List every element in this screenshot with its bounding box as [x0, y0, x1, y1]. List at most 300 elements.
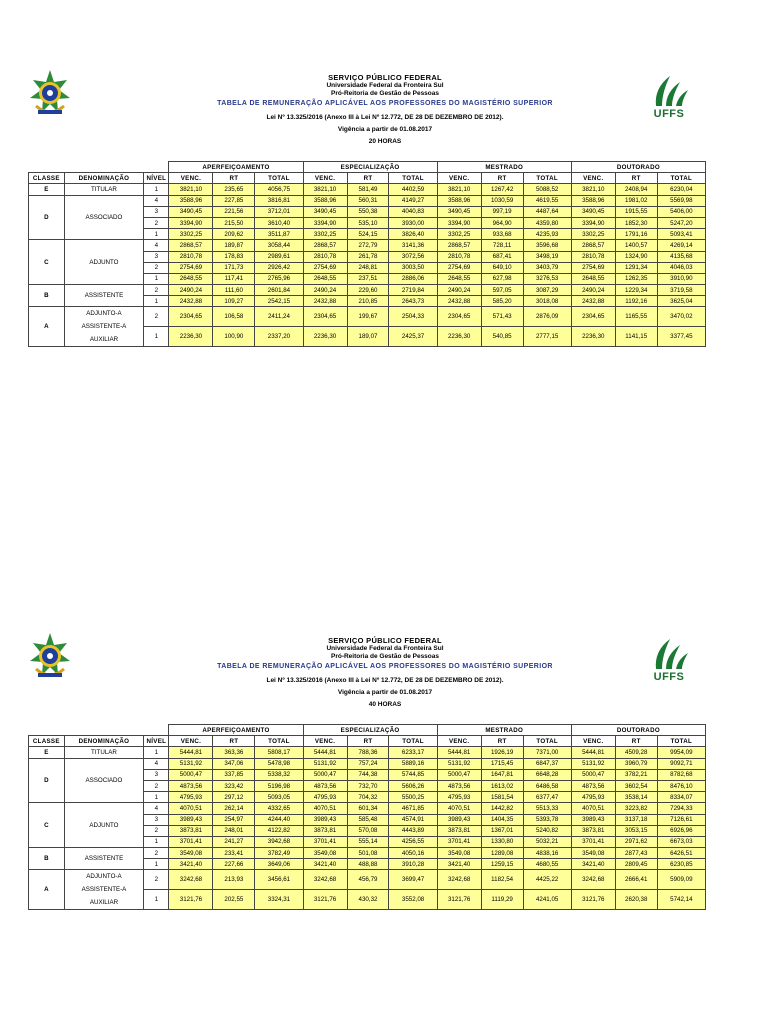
value-cell: 430,32 — [347, 890, 389, 910]
header-pro-rectory: Pró-Reitoria de Gestão de Pessoas — [330, 653, 439, 660]
value-cell: 2754,69 — [571, 262, 615, 273]
value-cell: 649,10 — [481, 262, 523, 273]
value-cell: 3602,54 — [615, 780, 657, 791]
classe-cell: B — [29, 285, 65, 307]
group-header-row — [29, 725, 706, 736]
value-cell: 5444,81 — [169, 747, 213, 758]
value-cell: 2809,45 — [615, 859, 657, 870]
table-row — [29, 803, 706, 814]
value-cell: 3821,10 — [169, 184, 213, 195]
value-cell: 1030,59 — [481, 195, 523, 206]
value-cell: 3989,43 — [169, 814, 213, 825]
value-cell: 3470,02 — [657, 307, 705, 327]
value-cell: 6648,28 — [523, 769, 571, 780]
value-cell: 2765,96 — [255, 273, 303, 284]
value-cell: 3377,45 — [657, 327, 705, 347]
value-cell: 788,36 — [347, 747, 389, 758]
value-cell: 5000,47 — [571, 769, 615, 780]
denominacao-header: DENOMINAÇÃO — [64, 736, 144, 747]
nivel-cell: 2 — [144, 217, 169, 228]
value-cell: 4795,93 — [437, 792, 481, 803]
value-cell: 704,32 — [347, 792, 389, 803]
nivel-cell: 1 — [144, 273, 169, 284]
value-cell: 3989,43 — [437, 814, 481, 825]
value-cell: 4070,51 — [169, 803, 213, 814]
value-cell: 3549,08 — [571, 848, 615, 859]
value-cell: 3910,90 — [657, 273, 705, 284]
value-cell: 964,90 — [481, 217, 523, 228]
value-cell: 5406,00 — [657, 206, 705, 217]
value-cell: 4487,64 — [523, 206, 571, 217]
value-cell: 254,97 — [213, 814, 255, 825]
value-cell: 3588,96 — [169, 195, 213, 206]
value-cell: 601,34 — [347, 803, 389, 814]
law-reference: Lei Nº 13.325/2016 (Anexo III à Lei Nº 12.772, DE 28 DE DEZEMBRO DE 2012). — [266, 114, 504, 121]
value-cell: 3989,43 — [571, 814, 615, 825]
value-cell: 3873,81 — [571, 825, 615, 836]
value-cell: 5393,78 — [523, 814, 571, 825]
value-cell: 3421,40 — [169, 859, 213, 870]
value-cell: 3826,40 — [389, 229, 437, 240]
nivel-header: NÍVEL — [144, 173, 169, 184]
value-cell: 2601,84 — [255, 285, 303, 296]
group-header: DOUTORADO — [571, 162, 705, 173]
value-cell: 7294,33 — [657, 803, 705, 814]
sub-header: VENC. — [169, 173, 213, 184]
nivel-cell: 1 — [144, 859, 169, 870]
value-cell: 3121,76 — [437, 890, 481, 910]
value-cell: 1926,19 — [481, 747, 523, 758]
value-cell: 5478,98 — [255, 758, 303, 769]
value-cell: 2337,20 — [255, 327, 303, 347]
nivel-cell: 1 — [144, 890, 169, 910]
value-cell: 6673,03 — [657, 836, 705, 847]
sub-header: VENC. — [169, 736, 213, 747]
value-cell: 4256,55 — [389, 836, 437, 847]
sub-header: TOTAL — [389, 173, 437, 184]
denominacao-line: ASSISTENTE-A — [81, 886, 127, 894]
value-cell: 3302,25 — [303, 229, 347, 240]
value-cell: 3588,96 — [437, 195, 481, 206]
sub-header: TOTAL — [523, 736, 571, 747]
value-cell: 3549,08 — [437, 848, 481, 859]
value-cell: 4680,55 — [523, 859, 571, 870]
value-cell: 3490,45 — [437, 206, 481, 217]
value-cell: 227,85 — [213, 195, 255, 206]
sub-header: VENC. — [303, 173, 347, 184]
denominacao-cell — [64, 285, 144, 307]
value-cell: 3942,68 — [255, 836, 303, 847]
sub-header: RT — [481, 736, 523, 747]
value-cell: 189,87 — [213, 240, 255, 251]
value-cell: 560,31 — [347, 195, 389, 206]
value-cell: 597,05 — [481, 285, 523, 296]
value-cell: 3137,18 — [615, 814, 657, 825]
value-cell: 2876,09 — [523, 307, 571, 327]
value-cell: 3782,21 — [615, 769, 657, 780]
value-cell: 535,10 — [347, 217, 389, 228]
classe-cell: C — [29, 240, 65, 285]
value-cell: 4795,93 — [571, 792, 615, 803]
sub-header: RT — [481, 173, 523, 184]
value-cell: 337,85 — [213, 769, 255, 780]
value-cell: 5131,92 — [169, 758, 213, 769]
value-cell: 272,79 — [347, 240, 389, 251]
value-cell: 5500,25 — [389, 792, 437, 803]
denominacao-cell — [64, 870, 144, 910]
uffs-wordmark: UFFS — [653, 108, 685, 120]
sub-header: TOTAL — [657, 173, 705, 184]
denominacao-line: ADJUNTO-A — [86, 873, 122, 881]
value-cell: 5032,21 — [523, 836, 571, 847]
nivel-cell: 4 — [144, 240, 169, 251]
value-cell: 4574,91 — [389, 814, 437, 825]
value-cell: 3816,81 — [255, 195, 303, 206]
denominacao-cell — [64, 195, 144, 240]
value-cell: 585,48 — [347, 814, 389, 825]
value-cell: 347,06 — [213, 758, 255, 769]
value-cell: 5240,82 — [523, 825, 571, 836]
value-cell: 5744,85 — [389, 769, 437, 780]
value-cell: 2868,57 — [571, 240, 615, 251]
value-cell: 1259,15 — [481, 859, 523, 870]
nivel-cell: 1 — [144, 229, 169, 240]
value-cell: 3701,41 — [571, 836, 615, 847]
value-cell: 550,38 — [347, 206, 389, 217]
value-cell: 4873,56 — [169, 780, 213, 791]
value-cell: 2432,88 — [169, 296, 213, 307]
value-cell: 1119,29 — [481, 890, 523, 910]
denominacao-line: TITULAR — [91, 185, 117, 193]
value-cell: 997,19 — [481, 206, 523, 217]
value-cell: 3421,40 — [437, 859, 481, 870]
denominacao-line: ASSOCIADO — [85, 213, 123, 221]
value-cell: 3490,45 — [303, 206, 347, 217]
denominacao-cell — [64, 307, 144, 347]
value-cell: 4425,22 — [523, 870, 571, 890]
value-cell: 728,11 — [481, 240, 523, 251]
salary-sheet-20h — [0, 62, 768, 392]
classe-cell: E — [29, 747, 65, 758]
denominacao-cell — [64, 747, 144, 758]
value-cell: 7126,61 — [657, 814, 705, 825]
value-cell: 297,12 — [213, 792, 255, 803]
value-cell: 2408,94 — [615, 184, 657, 195]
value-cell: 3456,61 — [255, 870, 303, 890]
value-cell: 2868,57 — [169, 240, 213, 251]
value-cell: 2304,65 — [571, 307, 615, 327]
value-cell: 757,24 — [347, 758, 389, 769]
salary-table — [28, 161, 706, 347]
classe-cell: A — [29, 307, 65, 347]
value-cell: 2643,73 — [389, 296, 437, 307]
value-cell: 248,81 — [347, 262, 389, 273]
value-cell: 2490,24 — [437, 285, 481, 296]
validity-date: Vigência a partir de 01.08.2017 — [337, 126, 433, 133]
value-cell: 3324,31 — [255, 890, 303, 910]
nivel-cell: 4 — [144, 195, 169, 206]
table-row — [29, 870, 706, 890]
value-cell: 524,15 — [347, 229, 389, 240]
nivel-cell: 1 — [144, 184, 169, 195]
value-cell: 3053,15 — [615, 825, 657, 836]
sub-header: RT — [347, 173, 389, 184]
denominacao-line: ASSISTENTE — [84, 855, 124, 863]
value-cell: 3960,79 — [615, 758, 657, 769]
blank-cell — [29, 725, 169, 736]
value-cell: 2926,42 — [255, 262, 303, 273]
group-header: APERFEIÇOAMENTO — [169, 162, 303, 173]
value-cell: 1182,54 — [481, 870, 523, 890]
value-cell: 262,14 — [213, 803, 255, 814]
table-row — [29, 758, 706, 769]
header-service: SERVIÇO PÚBLICO FEDERAL — [328, 636, 442, 645]
classe-header: CLASSE — [29, 173, 65, 184]
value-cell: 199,67 — [347, 307, 389, 327]
value-cell: 933,68 — [481, 229, 523, 240]
value-cell: 3588,96 — [571, 195, 615, 206]
value-cell: 2425,37 — [389, 327, 437, 347]
value-cell: 3242,68 — [169, 870, 213, 890]
value-cell: 2620,38 — [615, 890, 657, 910]
value-cell: 2304,65 — [303, 307, 347, 327]
value-cell: 8782,68 — [657, 769, 705, 780]
value-cell: 3087,29 — [523, 285, 571, 296]
value-cell: 1442,82 — [481, 803, 523, 814]
nivel-header: NÍVEL — [144, 736, 169, 747]
value-cell: 2304,65 — [169, 307, 213, 327]
classe-cell: A — [29, 870, 65, 910]
sub-header: TOTAL — [255, 736, 303, 747]
value-cell: 6426,51 — [657, 848, 705, 859]
value-cell: 2777,15 — [523, 327, 571, 347]
sub-header: RT — [213, 736, 255, 747]
value-cell: 363,36 — [213, 747, 255, 758]
nivel-cell: 1 — [144, 836, 169, 847]
value-cell: 4070,51 — [437, 803, 481, 814]
value-cell: 4046,03 — [657, 262, 705, 273]
value-cell: 5247,20 — [657, 217, 705, 228]
value-cell: 3649,06 — [255, 859, 303, 870]
value-cell: 4235,93 — [523, 229, 571, 240]
value-cell: 4050,16 — [389, 848, 437, 859]
value-cell: 109,27 — [213, 296, 255, 307]
value-cell: 2810,78 — [437, 251, 481, 262]
value-cell: 2648,55 — [303, 273, 347, 284]
value-cell: 5338,32 — [255, 769, 303, 780]
value-cell: 1289,08 — [481, 848, 523, 859]
sub-header: TOTAL — [657, 736, 705, 747]
denominacao-line: ADJUNTO — [89, 821, 119, 829]
value-cell: 2648,55 — [571, 273, 615, 284]
table-title: TABELA DE REMUNERAÇÃO APLICÁVEL AOS PROFESSORES DO MAGISTÉRIO SUPERIOR — [217, 100, 553, 107]
value-cell: 1165,55 — [615, 307, 657, 327]
table-row — [29, 184, 706, 195]
value-cell: 627,98 — [481, 273, 523, 284]
workload-hours: 20 HORAS — [368, 138, 402, 145]
uffs-logo — [648, 72, 690, 122]
value-cell: 4671,85 — [389, 803, 437, 814]
value-cell: 2411,24 — [255, 307, 303, 327]
classe-cell: E — [29, 184, 65, 195]
value-cell: 2490,24 — [303, 285, 347, 296]
value-cell: 8334,07 — [657, 792, 705, 803]
value-cell: 3588,96 — [303, 195, 347, 206]
value-cell: 4509,28 — [615, 747, 657, 758]
value-cell: 570,08 — [347, 825, 389, 836]
value-cell: 4149,27 — [389, 195, 437, 206]
denominacao-header: DENOMINAÇÃO — [64, 173, 144, 184]
value-cell: 2886,06 — [389, 273, 437, 284]
value-cell: 3498,19 — [523, 251, 571, 262]
value-cell: 261,78 — [347, 251, 389, 262]
classe-cell: D — [29, 758, 65, 803]
group-header: MESTRADO — [437, 162, 571, 173]
value-cell: 4244,40 — [255, 814, 303, 825]
value-cell: 4795,93 — [169, 792, 213, 803]
value-cell: 2236,30 — [437, 327, 481, 347]
value-cell: 4056,75 — [255, 184, 303, 195]
leaves-icon — [648, 635, 690, 671]
denominacao-cell — [64, 184, 144, 195]
value-cell: 2810,78 — [571, 251, 615, 262]
value-cell: 501,08 — [347, 848, 389, 859]
value-cell: 3782,49 — [255, 848, 303, 859]
value-cell: 2432,88 — [571, 296, 615, 307]
salary-sheet-40h — [0, 625, 768, 955]
value-cell: 3072,56 — [389, 251, 437, 262]
sub-header: VENC. — [571, 173, 615, 184]
value-cell: 3223,82 — [615, 803, 657, 814]
value-cell: 5569,98 — [657, 195, 705, 206]
value-cell: 1581,54 — [481, 792, 523, 803]
validity-date: Vigência a partir de 01.08.2017 — [337, 689, 433, 696]
value-cell: 5196,98 — [255, 780, 303, 791]
group-header: APERFEIÇOAMENTO — [169, 725, 303, 736]
nivel-cell: 3 — [144, 206, 169, 217]
denominacao-line: ADJUNTO — [89, 258, 119, 266]
nivel-cell: 1 — [144, 296, 169, 307]
value-cell: 2504,33 — [389, 307, 437, 327]
value-cell: 3549,08 — [303, 848, 347, 859]
value-cell: 3302,25 — [571, 229, 615, 240]
value-cell: 2542,15 — [255, 296, 303, 307]
group-header-row — [29, 162, 706, 173]
classe-header: CLASSE — [29, 736, 65, 747]
denominacao-line: ASSOCIADO — [85, 776, 123, 784]
value-cell: 1267,42 — [481, 184, 523, 195]
nivel-cell: 3 — [144, 814, 169, 825]
classe-cell: C — [29, 803, 65, 848]
value-cell: 3701,41 — [169, 836, 213, 847]
denominacao-line: ASSISTENTE — [84, 292, 124, 300]
value-cell: 3242,68 — [437, 870, 481, 890]
value-cell: 3058,44 — [255, 240, 303, 251]
value-cell: 4873,56 — [303, 780, 347, 791]
value-cell: 4241,05 — [523, 890, 571, 910]
value-cell: 5093,41 — [657, 229, 705, 240]
group-header: ESPECIALIZAÇÃO — [303, 725, 437, 736]
value-cell: 1262,35 — [615, 273, 657, 284]
group-header: DOUTORADO — [571, 725, 705, 736]
value-cell: 8476,10 — [657, 780, 705, 791]
value-cell: 5909,09 — [657, 870, 705, 890]
value-cell: 3873,81 — [437, 825, 481, 836]
value-cell: 3121,76 — [303, 890, 347, 910]
value-cell: 1613,02 — [481, 780, 523, 791]
law-reference: Lei Nº 13.325/2016 (Anexo III à Lei Nº 12.772, DE 28 DE DEZEMBRO DE 2012). — [266, 677, 504, 684]
value-cell: 5088,52 — [523, 184, 571, 195]
value-cell: 2432,88 — [303, 296, 347, 307]
denominacao-cell — [64, 240, 144, 285]
value-cell: 3701,41 — [303, 836, 347, 847]
table-row — [29, 285, 706, 296]
value-cell: 3490,45 — [169, 206, 213, 217]
value-cell: 323,42 — [213, 780, 255, 791]
sub-header: TOTAL — [523, 173, 571, 184]
classe-cell: B — [29, 848, 65, 870]
value-cell: 4443,89 — [389, 825, 437, 836]
value-cell: 2648,55 — [437, 273, 481, 284]
value-cell: 2432,88 — [437, 296, 481, 307]
value-cell: 4359,80 — [523, 217, 571, 228]
value-cell: 1981,02 — [615, 195, 657, 206]
value-cell: 171,73 — [213, 262, 255, 273]
value-cell: 3873,81 — [303, 825, 347, 836]
sub-header: VENC. — [571, 736, 615, 747]
value-cell: 2490,24 — [571, 285, 615, 296]
value-cell: 3121,76 — [571, 890, 615, 910]
nivel-cell: 3 — [144, 251, 169, 262]
value-cell: 3302,25 — [437, 229, 481, 240]
value-cell: 2754,69 — [437, 262, 481, 273]
sub-header: RT — [347, 736, 389, 747]
uffs-wordmark: UFFS — [653, 671, 685, 683]
sub-header: RT — [615, 736, 657, 747]
table-row — [29, 240, 706, 251]
sub-header: RT — [213, 173, 255, 184]
sub-header: TOTAL — [255, 173, 303, 184]
nivel-cell: 1 — [144, 327, 169, 347]
value-cell: 3490,45 — [571, 206, 615, 217]
value-cell: 4070,51 — [571, 803, 615, 814]
value-cell: 3394,90 — [437, 217, 481, 228]
value-cell: 3276,53 — [523, 273, 571, 284]
value-cell: 1647,81 — [481, 769, 523, 780]
value-cell: 2971,62 — [615, 836, 657, 847]
denominacao-line: AUXILIAR — [89, 899, 119, 907]
value-cell: 3719,58 — [657, 285, 705, 296]
header-service: SERVIÇO PÚBLICO FEDERAL — [328, 73, 442, 82]
value-cell: 4040,83 — [389, 206, 437, 217]
value-cell: 4838,16 — [523, 848, 571, 859]
workload-hours: 40 HORAS — [368, 701, 402, 708]
value-cell: 202,55 — [213, 890, 255, 910]
denominacao-line: ASSISTENTE-A — [81, 323, 127, 331]
nivel-cell: 2 — [144, 825, 169, 836]
value-cell: 2648,55 — [169, 273, 213, 284]
value-cell: 3699,47 — [389, 870, 437, 890]
sub-header: VENC. — [437, 736, 481, 747]
value-cell: 1791,16 — [615, 229, 657, 240]
value-cell: 6486,58 — [523, 780, 571, 791]
value-cell: 248,01 — [213, 825, 255, 836]
value-cell: 5131,92 — [437, 758, 481, 769]
value-cell: 732,70 — [347, 780, 389, 791]
brazil-coat-of-arms-icon — [24, 68, 76, 120]
blank-cell — [29, 162, 169, 173]
value-cell: 1192,16 — [615, 296, 657, 307]
